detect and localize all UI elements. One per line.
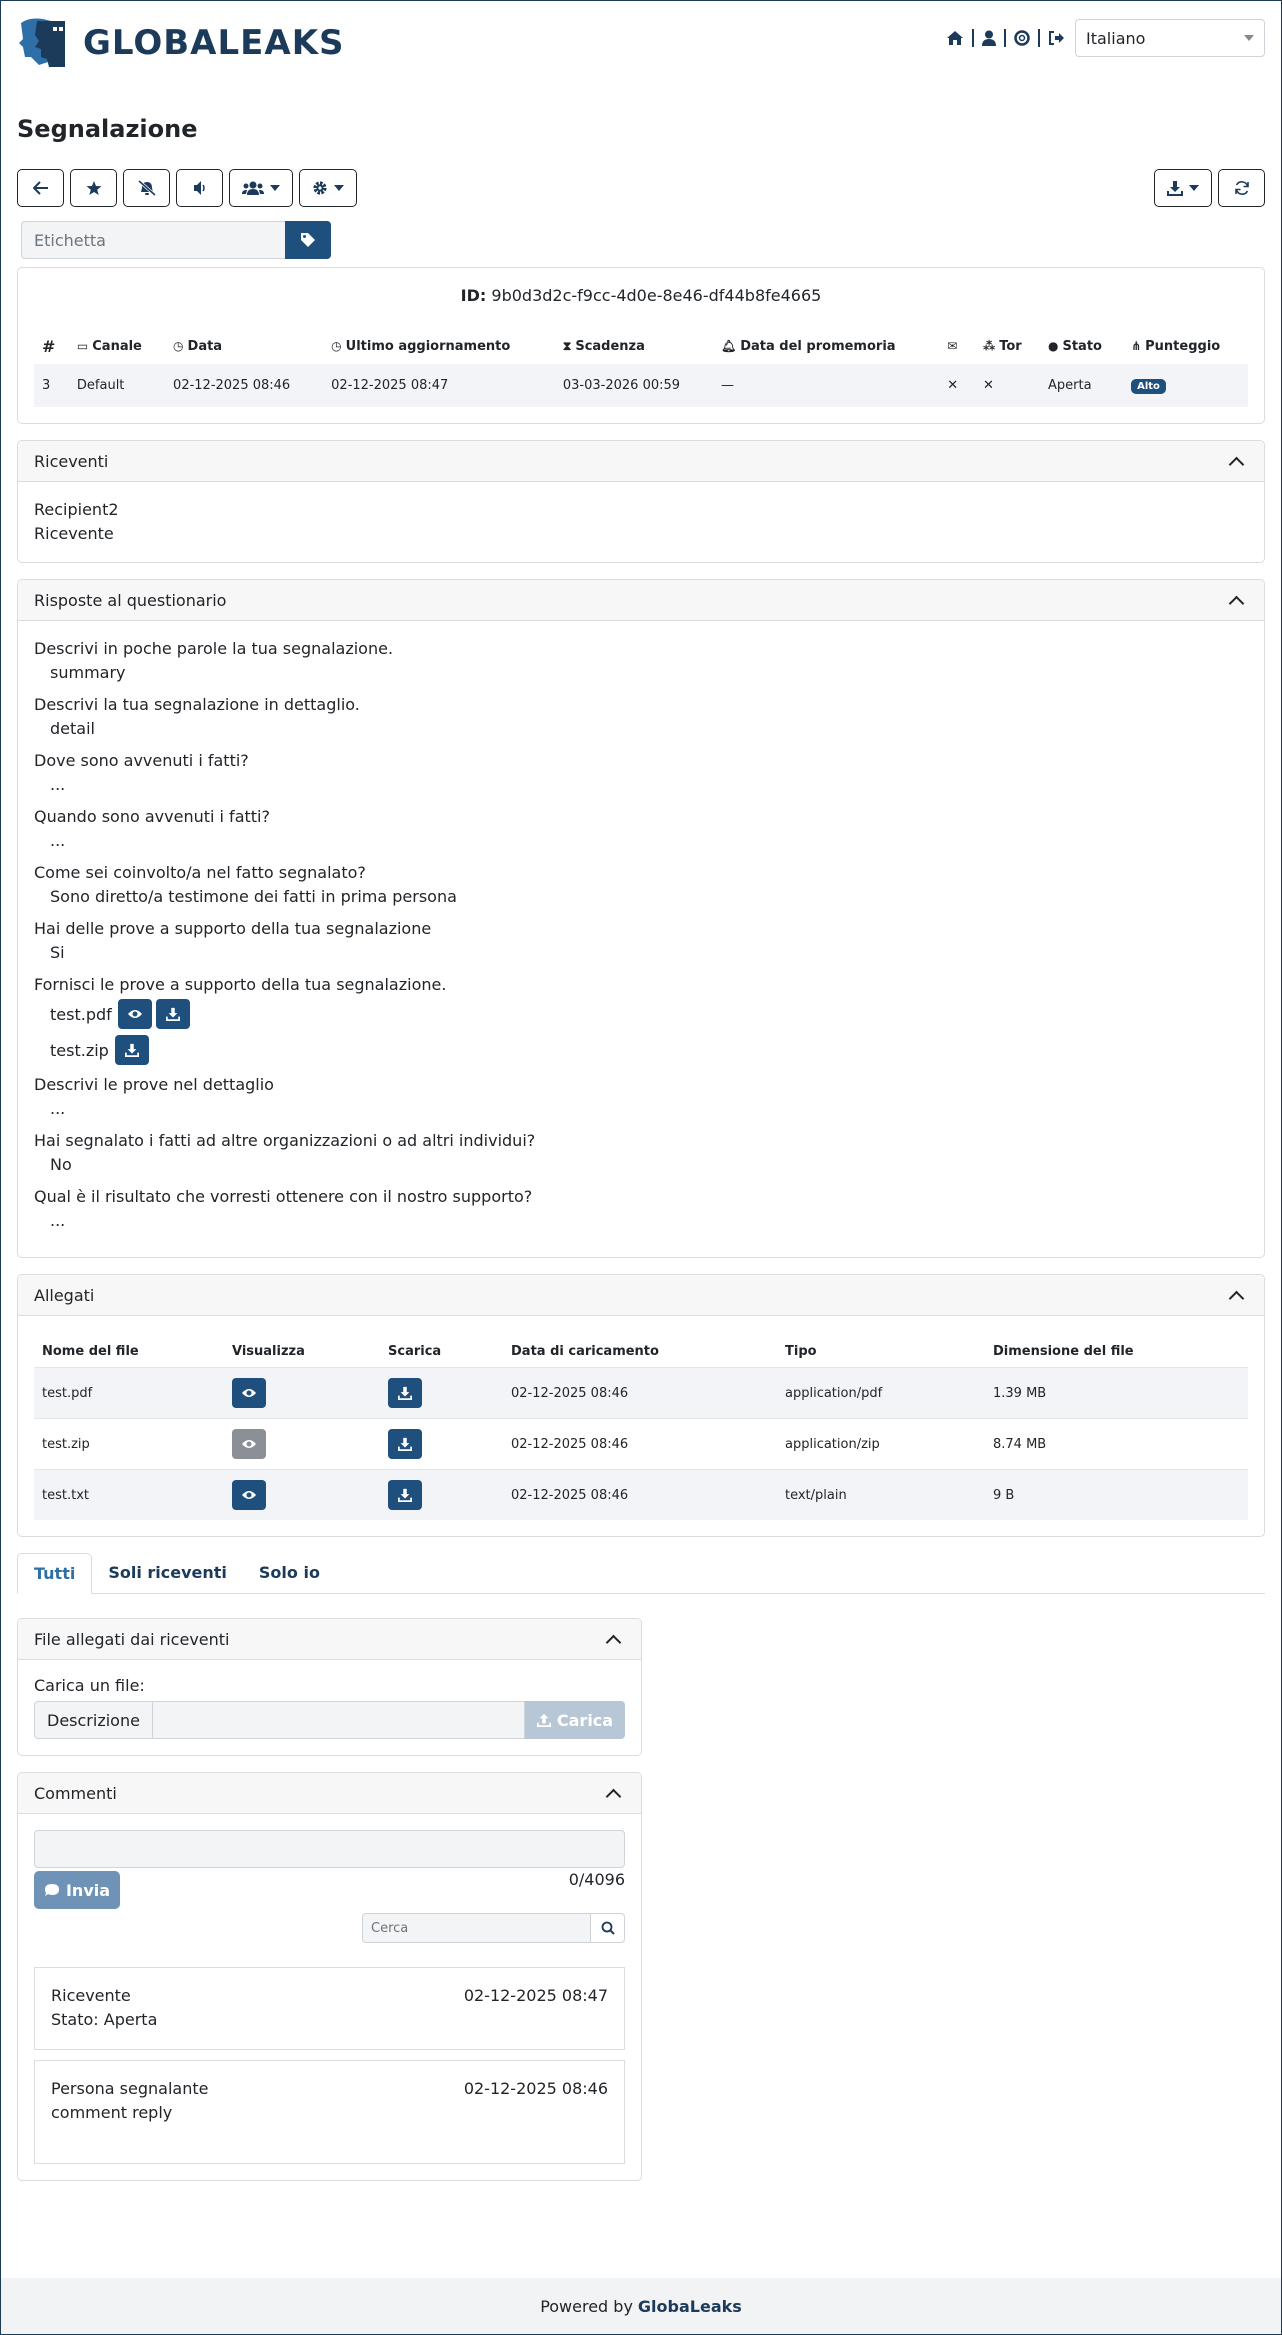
- logout-icon[interactable]: [1048, 30, 1065, 46]
- search-icon: [601, 1921, 615, 1935]
- view-file-button: [232, 1429, 266, 1459]
- receiver-item: Recipient2: [34, 500, 119, 519]
- tor-status: ✕: [975, 364, 1040, 407]
- tab-solo-io[interactable]: Solo io: [258, 1563, 320, 1582]
- chevron-up-icon[interactable]: [606, 1634, 622, 1650]
- chevron-down-icon: [1244, 35, 1254, 41]
- attachments-card: [17, 1274, 1265, 1537]
- download-file-button[interactable]: [388, 1480, 422, 1510]
- table-row: test.pdf 02-12-2025 08:46 application/pdf 1.39 MB: [34, 1368, 1248, 1419]
- download-file-button[interactable]: [388, 1378, 422, 1408]
- sitemap-icon: ⋔: [1131, 339, 1142, 353]
- upload-button[interactable]: [525, 1701, 625, 1739]
- question: Descrivi in poche parole la tua segnalazione.: [34, 639, 394, 658]
- question: Hai segnalato i fatti ad altre organizzazioni o ad altri individui?: [34, 1131, 536, 1150]
- questionnaire-header[interactable]: [18, 580, 1264, 621]
- download-icon: [398, 1386, 412, 1400]
- report-id: [34, 286, 1248, 305]
- question: Fornisci le prove a supporto della tua segnalazione.: [34, 975, 447, 994]
- questionnaire-card: [17, 579, 1265, 1258]
- comment-author: Persona segnalante: [51, 2079, 209, 2098]
- attachments-title: Allegati: [34, 1285, 95, 1305]
- eye-icon: [127, 1008, 143, 1020]
- col-num: #: [42, 337, 56, 356]
- download-icon: [125, 1043, 139, 1057]
- recipient-files-header[interactable]: [18, 1619, 641, 1660]
- export-dropdown-button[interactable]: [1154, 169, 1212, 207]
- top-header: [17, 1, 1265, 85]
- report-info-table: [34, 329, 1248, 407]
- tag-form: [21, 221, 1265, 259]
- star-button[interactable]: [70, 169, 117, 207]
- col-reminder: 🔔︎ Data del promemoria: [721, 339, 896, 354]
- recipient-files-card: [17, 1618, 642, 1756]
- comments-header[interactable]: [18, 1773, 641, 1814]
- answer-file: [34, 999, 1248, 1029]
- questionnaire-title: Risposte al questionario: [34, 590, 227, 610]
- table-row: 3 Default 02-12-2025 08:46 02-12-2025 08:47 03-03-2026 00:59 — ✕ ✕ Aperta Alto: [34, 364, 1248, 407]
- download-icon: [1167, 180, 1183, 196]
- network-icon: ⁂: [982, 339, 996, 353]
- char-counter: 0/4096: [568, 1870, 625, 1889]
- visibility-tabs: [17, 1553, 1265, 1594]
- col-score: ⋔ Punteggio: [1131, 339, 1221, 354]
- download-file-button[interactable]: [156, 999, 190, 1029]
- brand-name: GLOBALEAKS: [83, 23, 345, 63]
- page-title: Segnalazione: [17, 115, 198, 143]
- col-view: Visualizza: [232, 1344, 305, 1359]
- gear-icon: [312, 180, 328, 196]
- score-badge: Alto: [1131, 379, 1166, 394]
- answer: detail: [50, 719, 95, 738]
- report-id-label: ID:: [460, 286, 487, 305]
- add-tag-button[interactable]: [285, 221, 331, 259]
- chevron-down-icon: [334, 185, 344, 191]
- inbox-icon: ▭: [76, 339, 89, 353]
- comment-text: Stato: Aperta: [51, 2010, 158, 2029]
- separator: [1004, 29, 1006, 47]
- answer-file: [34, 1035, 1248, 1065]
- language-value: Italiano: [1086, 28, 1146, 48]
- question: Dove sono avvenuti i fatti?: [34, 751, 249, 770]
- question: Descrivi le prove nel dettaglio: [34, 1075, 274, 1094]
- report-info-card: [17, 267, 1265, 424]
- mute-notifications-button[interactable]: [123, 169, 170, 207]
- footer: [1, 2278, 1281, 2334]
- upload-label: Carica un file:: [34, 1676, 145, 1695]
- search-button[interactable]: [591, 1913, 625, 1943]
- users-icon: [242, 180, 264, 196]
- col-upload-date: Data di caricamento: [511, 1344, 659, 1359]
- description-input[interactable]: [153, 1701, 525, 1739]
- chevron-down-icon: [1189, 185, 1199, 191]
- settings-dropdown-button[interactable]: [299, 169, 357, 207]
- tab-soli-riceventi[interactable]: Soli riceventi: [108, 1563, 227, 1582]
- view-file-button[interactable]: [118, 999, 152, 1029]
- comment-author: Ricevente: [51, 1986, 131, 2005]
- comment-text: comment reply: [51, 2103, 173, 2122]
- separator: [972, 29, 974, 47]
- user-icon[interactable]: [982, 30, 996, 46]
- recipient-files-title: File allegati dai riceventi: [34, 1629, 230, 1649]
- hourglass-icon: ⧗: [562, 339, 572, 353]
- col-date: ◷ Data: [173, 339, 223, 354]
- home-icon[interactable]: [946, 30, 964, 46]
- comments-card: [17, 1772, 642, 2181]
- chevron-up-icon[interactable]: [606, 1788, 622, 1804]
- question: Descrivi la tua segnalazione in dettaglio.: [34, 695, 360, 714]
- envelope-icon: ✉: [947, 339, 958, 353]
- mail-status: ✕: [939, 364, 975, 407]
- answer: summary: [50, 663, 126, 682]
- receivers-header[interactable]: [18, 441, 1264, 482]
- clock-icon: ◷: [173, 339, 184, 353]
- download-file-button[interactable]: [115, 1035, 149, 1065]
- tag-input[interactable]: Etichetta: [21, 221, 285, 259]
- tag-icon: [300, 232, 316, 248]
- clock-icon: ◷: [331, 339, 342, 353]
- view-file-button[interactable]: [232, 1480, 266, 1510]
- arrow-left-icon: [33, 181, 49, 195]
- chevron-up-icon[interactable]: [1229, 595, 1245, 611]
- logo[interactable]: [17, 17, 345, 69]
- comment-search-input[interactable]: Cerca: [362, 1913, 591, 1943]
- comment-item: [34, 2060, 625, 2164]
- refresh-button[interactable]: [1218, 169, 1265, 207]
- answer: ...: [50, 1211, 66, 1230]
- footer-prefix: Powered by: [540, 2296, 633, 2316]
- send-comment-button[interactable]: [34, 1871, 120, 1909]
- download-file-button[interactable]: [388, 1429, 422, 1459]
- answer: No: [50, 1155, 72, 1174]
- answer: Si: [50, 943, 65, 962]
- col-tor: ⁂ Tor: [982, 339, 1022, 354]
- chevron-down-icon: [270, 185, 280, 191]
- col-status: ● Stato: [1047, 339, 1102, 354]
- receivers-title: Riceventi: [34, 451, 109, 471]
- help-icon[interactable]: [1014, 30, 1030, 46]
- chevron-up-icon[interactable]: [1229, 1290, 1245, 1306]
- answer: ...: [50, 831, 66, 850]
- status-value: Aperta: [1040, 364, 1123, 407]
- users-dropdown-button[interactable]: [229, 169, 293, 207]
- status-icon: ●: [1047, 339, 1059, 353]
- table-row: test.zip 02-12-2025 08:46 application/zip 8.74 MB: [34, 1419, 1248, 1470]
- answer: Sono diretto/a testimone dei fatti in prima persona: [50, 887, 457, 906]
- answer: ...: [50, 1099, 66, 1118]
- upload-icon: [537, 1713, 551, 1727]
- send-label: Invia: [65, 1880, 111, 1900]
- col-last-update: ◷ Ultimo aggiornamento: [331, 339, 511, 354]
- back-button[interactable]: [17, 169, 64, 207]
- comment-textarea[interactable]: [34, 1830, 625, 1868]
- col-size: Dimensione del file: [993, 1344, 1134, 1359]
- tab-tutti[interactable]: Tutti: [17, 1553, 92, 1594]
- col-type: Tipo: [785, 1344, 817, 1359]
- attachments-table: [34, 1332, 1248, 1520]
- eye-icon: [241, 1489, 257, 1501]
- description-label: Descrizione: [34, 1701, 153, 1739]
- col-file-name: Nome del file: [42, 1344, 139, 1359]
- answer: ...: [50, 775, 66, 794]
- report-toolbar: [17, 169, 1265, 207]
- table-row: test.txt 02-12-2025 08:46 text/plain 9 B: [34, 1470, 1248, 1521]
- comment-icon: [44, 1882, 60, 1898]
- globaleaks-logo-icon: [17, 17, 69, 69]
- download-icon: [398, 1488, 412, 1502]
- star-icon: [86, 180, 102, 196]
- report-id-value: 9b0d3d2c-f9cc-4d0e-8e46-df44b8fe4665: [491, 286, 822, 305]
- comment-item: [34, 1967, 625, 2050]
- col-expiry: ⧗ Scadenza: [562, 339, 645, 354]
- file-name: test.pdf: [50, 1004, 112, 1024]
- language-select[interactable]: [1075, 19, 1265, 57]
- receivers-card: [17, 440, 1265, 563]
- question: Hai delle prove a supporto della tua segnalazione: [34, 919, 432, 938]
- file-name: test.zip: [50, 1040, 109, 1060]
- question: Qual è il risultato che vorresti ottenere con il nostro supporto?: [34, 1187, 533, 1206]
- question: Come sei coinvolto/a nel fatto segnalato?: [34, 863, 366, 882]
- volume-icon: [192, 180, 208, 196]
- col-mail: [939, 329, 975, 364]
- speaker-button[interactable]: [176, 169, 223, 207]
- chevron-up-icon[interactable]: [1229, 456, 1245, 472]
- separator: [1038, 29, 1040, 47]
- eye-icon: [241, 1387, 257, 1399]
- question: Quando sono avvenuti i fatti?: [34, 807, 270, 826]
- download-icon: [398, 1437, 412, 1451]
- refresh-icon: [1234, 180, 1250, 196]
- view-file-button[interactable]: [232, 1378, 266, 1408]
- receiver-item: Ricevente: [34, 524, 114, 543]
- upload-button-label: Carica: [556, 1710, 614, 1730]
- download-icon: [166, 1007, 180, 1021]
- footer-brand-link[interactable]: GlobaLeaks: [637, 2296, 742, 2316]
- col-channel: ▭ Canale: [76, 339, 142, 354]
- bell-slash-icon: [138, 180, 156, 196]
- comments-title: Commenti: [34, 1783, 117, 1803]
- comment-date: 02-12-2025 08:46: [463, 2079, 608, 2098]
- bell-icon: 🔔︎: [721, 339, 737, 353]
- eye-icon: [241, 1438, 257, 1450]
- col-download: Scarica: [388, 1344, 442, 1359]
- comment-date: 02-12-2025 08:47: [463, 1986, 608, 2005]
- attachments-header[interactable]: [18, 1275, 1264, 1316]
